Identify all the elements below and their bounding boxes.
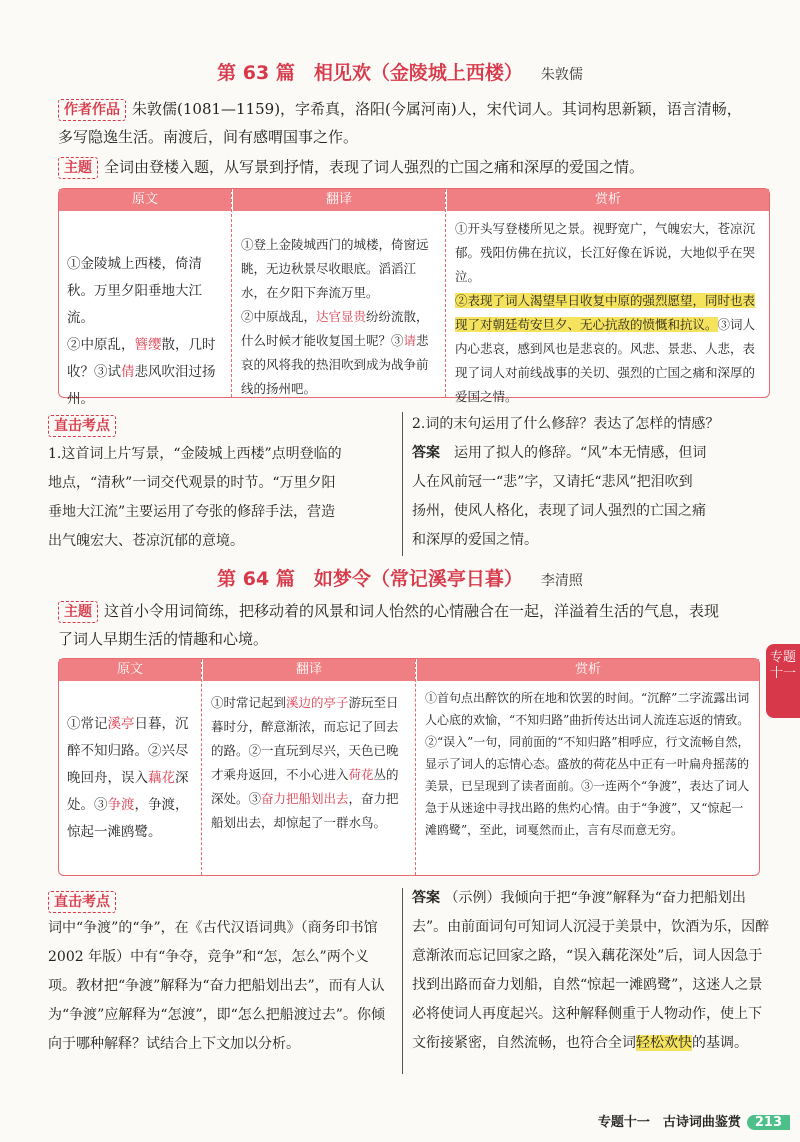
divider-63 [402, 412, 403, 556]
theme-tag-64: 主题 [58, 601, 98, 623]
section64-author: 李清照 [540, 573, 583, 589]
original-text-64: ①常记溪亭日暮，沉醉不知归路。②兴尽晚回舟，误入藕花深处。③争渡，争渡，惊起一滩鸥鹭。 [67, 716, 189, 840]
poem-table-63 [58, 188, 770, 407]
author-intro-2: 多写隐逸生活。南渡后，间有感喟国事之作。 [58, 128, 359, 146]
theme-64: 主题 这首小令用词简练，把移动着的风景和词人怡然的心情融合在一起，洋溢着生活的气息，表现 [58, 598, 719, 624]
translation-col-64: 翻译 ①时常记起到溪边的亭子游玩至日暮时分，醉意渐浓，而忘记了回去的路。②一直玩到尽兴，天色已晚才乘舟返回，不小心进入荷花丛的深处。③奋力把船划出去，奋力把船划出去，却惊起了一群水鸟。 [203, 659, 416, 875]
theme-tag-63: 主题 [58, 157, 98, 179]
answer-64: 答案 （示例）我倾向于把“争渡”解释为“奋力把船划出去”。由前面词句可知词人沉浸于美景中，饮酒为乐，因醉意渐浓而忘记回家之路，“误入藕花深处”后，词人因急于找到出路而奋力划船，自然“惊起一滩鸥鹭”，这迷人之景必将使词人再度起兴。这种解释侧重于人物动作，使上下文衔接紧密，自然流畅，也符合全词轻松欢快的基调。 [412, 890, 770, 1051]
footer-topic: 专题十一 古诗词曲鉴赏 [597, 1115, 741, 1130]
question2: 2.词的末句运用了什么修辞？表达了怎样的情感？ 答案 运用了拟人的修辞。“风”本无情感，但词 人在风前冠一“悲”字，又请托“悲风”把泪吹到 扬州，使风人格化，表现了词人强烈的亡国之痛 和深厚的爱国之情。 [412, 416, 720, 548]
translation-text-63: ①登上金陵城西门的城楼，倚窗远眺，无边秋景尽收眼底。滔滔江水，在夕阳下奔流万里。 ②中原战乱，达官显贵纷纷流散，什么时候才能收复国土呢？③请悲哀的风将我的热泪吹到成为战争前线的扬州吧。 [241, 237, 429, 396]
section64-title: 第 64 篇 如梦令（常记溪亭日暮） 李清照 [217, 568, 583, 590]
author-intro: 作者作品 朱敦儒(1081—1159)，字希真，洛阳(今属河南)人，宋代词人。其词构思新颖，语言清畅， [58, 96, 742, 122]
translation-text-64: ①时常记起到溪边的亭子游玩至日暮时分，醉意渐浓，而忘记了回去的路。②一直玩到尽兴，天色已晚才乘舟返回，不小心进入荷花丛的深处。③奋力把船划出去，奋力把船划出去，却惊起了一群水鸟。 [211, 695, 399, 830]
section63-title: 第 63 篇 相见欢（金陵城上西楼） 朱敦儒 [217, 62, 583, 84]
analysis-col-63: 赏析 ①开头写登楼所见之景。视野宽广，气魄宏大，苍凉沉郁。残阳仿佛在抗议，长江好像在诉说，大地似乎在哭泣。 ②表现了词人渴望早日收复中原的强烈愿望，同时也表现了对朝廷苟安旦夕、无心抗敌的愤慨和抗议。③词人内心悲哀，感到风也是悲哀的。风悲、景悲、人悲，表现了词人对前线战事的关切、强烈的亡国之痛和深厚的爱国之情。 [447, 189, 769, 397]
footer [598, 1111, 790, 1130]
divider-64 [402, 888, 403, 1074]
page-number: 213 [747, 1115, 790, 1130]
translation-col-63: 翻译 ①登上金陵城西门的城楼，倚窗远眺，无边秋景尽收眼底。滔滔江水，在夕阳下奔流万里。 ②中原战乱，达官显贵纷纷流散，什么时候才能收复国土呢？③请悲哀的风将我的热泪吹到成为战争前线的扬州吧。 [233, 189, 446, 397]
author-tag: 作者作品 [58, 99, 126, 121]
exam-tag-64: 直击考点 [48, 888, 122, 914]
original-col-63: 原文 ①金陵城上西楼，倚清秋。万里夕阳垂地大江流。 ②中原乱，簪缨散，几时收？③试倩悲风吹泪过扬州。 [59, 189, 232, 397]
question1: 1.这首词上片写景，“金陵城上西楼”点明登临的 地点，“清秋”一词交代观景的时节。“万里夕阳 垂地大江流”主要运用了夸张的修辞手法，营造 出气魄宏大、苍凉沉郁的意境。 [48, 446, 342, 549]
analysis-text-63: ①开头写登楼所见之景。视野宽广，气魄宏大，苍凉沉郁。残阳仿佛在抗议，长江好像在诉说，大地似乎在哭泣。 ②表现了词人渴望早日收复中原的强烈愿望，同时也表现了对朝廷苟安旦夕、无心抗敌的愤慨和抗议。③词人内心悲哀，感到风也是悲哀的。风悲、景悲、人悲，表现了词人对前线战事的关切、强烈的亡国之痛和深厚的爱国之情。 [455, 221, 756, 404]
section63-author: 朱敦儒 [540, 67, 583, 83]
theme-63: 主题 全词由登楼入题，从写景到抒情，表现了词人强烈的亡国之痛和深厚的爱国之情。 [58, 154, 644, 180]
analysis-text-64: ①首句点出醉饮的所在地和饮罢的时间。“沉醉”二字流露出词人心底的欢愉，“不知归路”曲折传达出词人流连忘返的情致。②“误入”一句，同前面的“不知归路”相呼应，行文流畅自然，显示了词人的忘情心态。盛放的荷花丛中正有一叶扁舟摇荡的美景，已呈现到了读者面前。③一连两个“争渡”，表达了词人急于从迷途中寻找出路的焦灼心情。由于“争渡”，又“惊起一滩鸥鹭”，至此，词戛然而止，言有尽而意无穷。 [425, 691, 750, 837]
theme-64-2: 了词人早期生活的情趣和心境。 [58, 630, 269, 648]
analysis-col-64: 赏析 ①首句点出醉饮的所在地和饮罢的时间。“沉醉”二字流露出词人心底的欢愉，“不知归路”曲折传达出词人流连忘返的情致。②“误入”一句，同前面的“不知归路”相呼应，行文流畅自然，显示了词人的忘情心态。盛放的荷花丛中正有一叶扁舟摇荡的美景，已呈现到了读者面前。③一连两个“争渡”，表达了词人急于从迷途中寻找出路的焦灼心情。由于“争渡”，又“惊起一滩鸥鹭”，至此，词戛然而止，言有尽而意无穷。 [417, 659, 759, 875]
side-tab: 专题十一 [766, 644, 800, 718]
question-64: 词中“争渡”的“争”，在《古代汉语词典》（商务印书馆 2002 年版）中有“争夺，竞争”和“怎，怎么”两个义项。教材把“争渡”解释为“奋力把船划出去”，而有人认为“争渡”应解释为“怎渡”，即“怎么把船渡过去”。你倾向于哪种解释？试结合上下文加以分析。 [48, 920, 385, 1052]
exam-tag-63: 直击考点 [48, 412, 122, 438]
original-text-63: ①金陵城上西楼，倚清秋。万里夕阳垂地大江流。 ②中原乱，簪缨散，几时收？③试倩悲风吹泪过扬州。 [67, 256, 216, 407]
answer-label-64: 答案 [412, 890, 440, 906]
poem-table-64 [58, 658, 760, 876]
answer-label-63: 答案 [412, 445, 440, 461]
original-col-64: 原文 ①常记溪亭日暮，沉醉不知归路。②兴尽晚回舟，误入藕花深处。③争渡，争渡，惊起一滩鸥鹭。 [59, 659, 202, 875]
